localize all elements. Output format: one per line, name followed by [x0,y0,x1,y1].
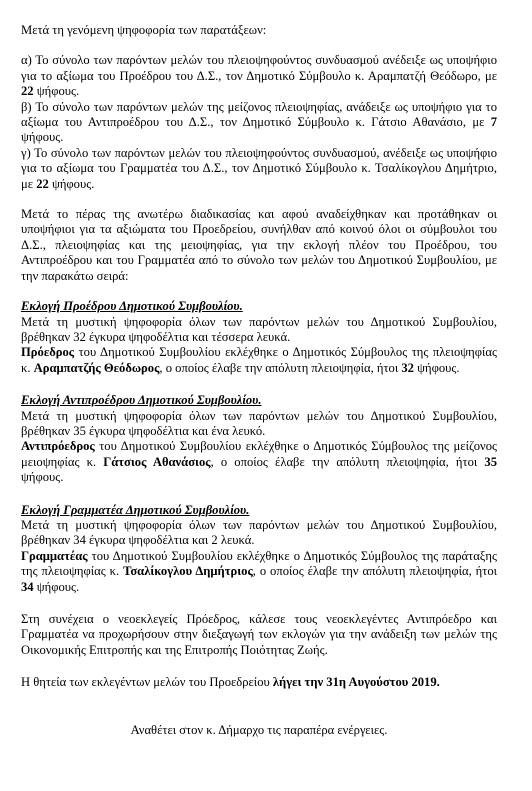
result-a-suffix: ψήφους. [33,84,80,99]
secretary-text-3: ψήφους. [33,579,80,594]
secretary-text-2: , ο οποίος έλαβε την απόλυτη πλειοψηφία, ήτοι [252,564,497,579]
result-a-text: α) Το σύνολο των παρόντων μελών του πλειοψηφούντος συνδυασμού ανέδειξε ως υποψήφιο για το αξίωμα του Προέδρου του Δ.Σ., τον Δημοτικό Σύμβουλο κ. Αραμπατζή Θεόδωρο, με [21,53,497,83]
result-b-votes: 7 [490,115,497,130]
procedure-paragraph: Μετά το πέρας της ανωτέρω διαδικασίας και αφού αναδείχθηκαν και προτάθηκαν οι υποψήφιοι για τα αξιώματα του Προεδρείου, συνήλθαν από κοινού όλοι οι σύμβουλοι του Δ.Σ., πλειοψηφίας και της μειοψηφίας, για την εκλογή πλέον του Προέδρου, του Αντιπροέδρου και του Γραμματέα από το σύνολο των μελών του Δημοτικού Συμβουλίου, με την παρακάτω σειρά: [21,207,497,283]
result-c-votes: 22 [36,176,49,191]
result-b-suffix: ψήφους. [21,130,64,145]
president-result [21,345,497,376]
vice-president-text-2: , ο οποίος έλαβε την απόλυτη πλειοψηφία, ήτοι [210,454,485,469]
president-heading: Εκλογή Προέδρου Δημοτικού Συμβουλίου. [21,299,243,314]
document-body [21,23,497,738]
president-ballot: Μετά τη μυστική ψηφοφορία όλων των παρόντων μελών του Δημοτικού Συμβουλίου, βρέθηκαν 32 έγκυρα ψηφοδέλτια και τέσσερα λευκά. [21,314,497,344]
result-a [21,53,497,99]
continuation-paragraph: Στη συνέχεια ο νεοεκλεγείς Πρόεδρος, κάλεσε τους νεοεκλεγέντες Αντιπρόεδρο και Γραμματέα να προχωρήσουν στην διεξαγωγή των εκλογών για την ανάδειξη των μελών της Οικονομικής Επιτροπής και της Επιτροπής Ποιότητας Ζωής. [21,612,497,657]
president-text-3: ψήφους. [413,360,460,375]
result-c-suffix: ψήφους. [48,176,95,191]
vice-president-result [21,439,497,485]
president-votes: 32 [401,360,414,375]
vice-president-role: Αντιπρόεδρος [21,439,95,454]
closing-line: Αναθέτει στον κ. Δήμαρχο τις παραπέρα ενέργειες. [130,722,388,737]
vice-president-name: Γάτσιος Αθανάσιος [103,454,211,469]
president-text-2: , ο οποίος έλαβε την απόλυτη πλειοψηφία, ήτοι [159,360,402,375]
term-end-date: λήγει την 31η Αυγούστου 2019. [272,675,440,690]
term-text: Η θητεία των εκλεγέντων μελών του Προεδρείου [21,675,273,690]
president-role: Πρόεδρος [21,345,75,360]
secretary-result [21,549,497,595]
secretary-votes: 34 [21,579,34,594]
vice-president-ballot: Μετά τη μυστική ψηφοφορία όλων των παρόντων μελών του Δημοτικού Συμβουλίου, βρέθηκαν 35 έγκυρα ψηφοδέλτια και ένα λευκό. [21,408,497,438]
result-c-text: γ) Το σύνολο των παρόντων μελών του πλειοψηφούντος συνδυασμού, ανέδειξε ως υποψήφιο για το αξίωμα του Γραμματέα του Δ.Σ., τον Δημοτικό Σύμβουλο κ. Τσαλίκογλου Δημήτριο, με [21,145,497,191]
secretary-ballot: Μετά τη μυστική ψηφοφορία όλων των παρόντων μελών του Δημοτικού Συμβουλίου, βρέθηκαν 34 έγκυρα ψηφοδέλτια και 2 λευκά. [21,517,497,548]
result-b-text: β) Το σύνολο των παρόντων μελών της μείζονος πλειοψηφίας, ανάδειξε ως υποψήφιο για το αξίωμα του Αντιπροέδρου του Δ.Σ., τον Δημοτικό Σύμβουλο κ. Γάτσιο Αθανάσιο, με [21,99,497,130]
result-a-votes: 22 [21,84,34,99]
secretary-heading: Εκλογή Γραμματέα Δημοτικού Συμβουλίου. [21,502,250,517]
term-paragraph [21,675,497,690]
intro-text: Μετά τη γενόμενη ψηφοφορία των παρατάξεων: [21,23,267,37]
secretary-text-1: του Δημοτικού Συμβουλίου εκλέχθηκε ο Δημοτικός Σύμβουλος της παράταξης της πλειοψηφίας κ. [21,548,497,579]
president-name: Αραμπατζής Θεόδωρος [33,360,160,375]
vice-president-votes: 35 [484,454,497,469]
secretary-name: Τσαλίκογλου Δημήτριος [123,564,253,579]
vice-president-text-3: ψήφους. [21,470,64,485]
result-b [21,100,497,146]
president-text-1: του Δημοτικού Συμβουλίου εκλέχθηκε ο Δημοτικός Σύμβουλος της πλειοψηφίας κ. [21,345,497,375]
secretary-role: Γραμματέας [21,548,88,563]
vice-president-text-1: του Δημοτικού Συμβουλίου εκλέχθηκε ο Δημοτικός Σύμβουλος της μείζονος μειοψηφίας κ. [21,439,497,469]
vice-president-heading: Εκλογή Αντιπροέδρου Δημοτικού Συμβουλίου. [21,393,262,408]
result-c [21,146,497,192]
